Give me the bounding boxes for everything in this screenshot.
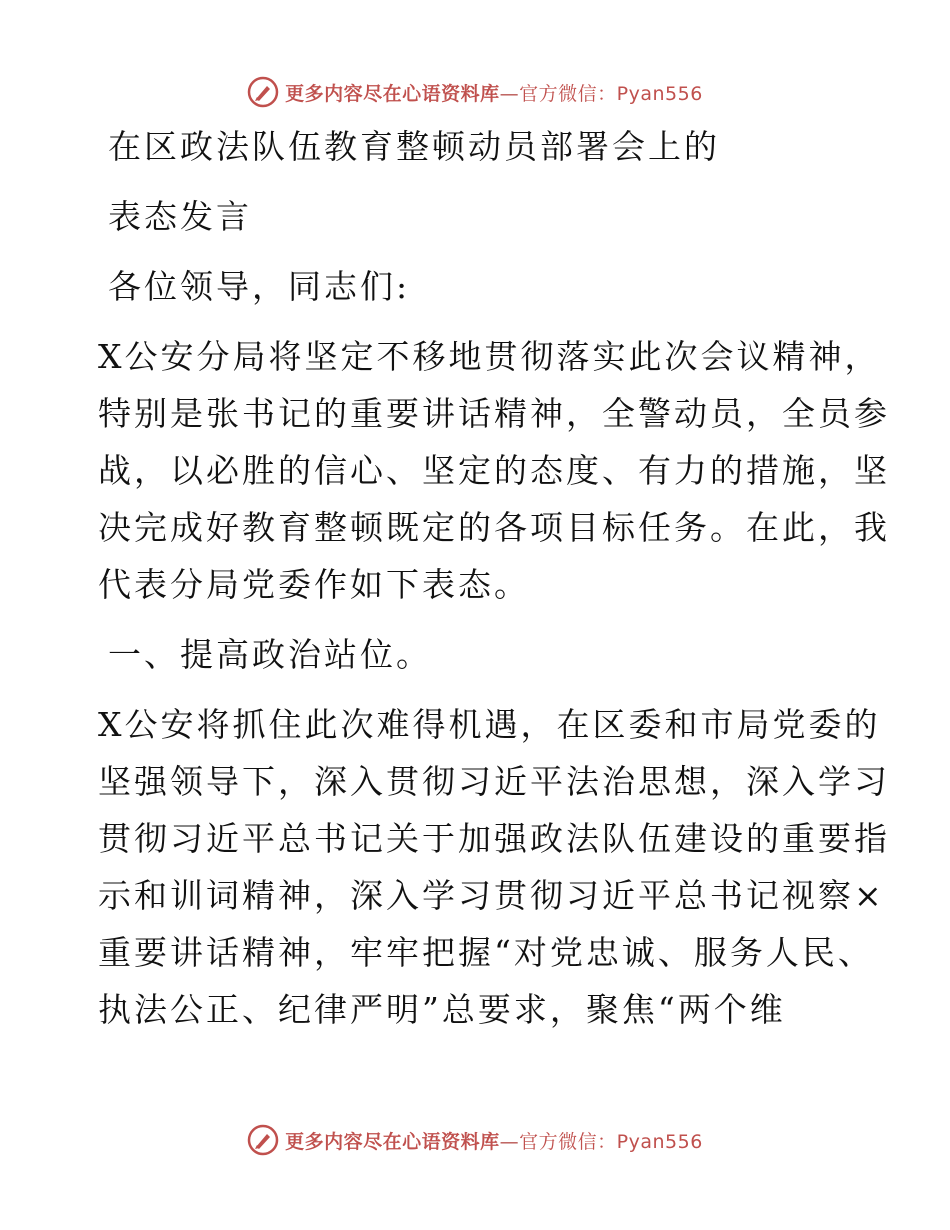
paragraph-line: X公安将抓住此次难得机遇，在区委和市局党委的 — [98, 705, 881, 744]
paragraph-line: 代表分局党委作如下表态。 — [98, 565, 530, 604]
document-body — [98, 118, 890, 1038]
watermark-text: 更多内容尽在心语资料库—官方微信：Pyan556 — [285, 82, 703, 105]
document-title-line-2: 表态发言 — [108, 197, 252, 236]
pen-logo-icon — [247, 76, 279, 108]
paragraph-2 — [98, 696, 890, 1038]
paragraph-line: 战，以必胜的信心、坚定的态度、有力的措施，坚 — [98, 451, 890, 490]
pen-logo-icon — [247, 1124, 279, 1156]
document-title-line-1: 在区政法队伍教育整顿动员部署会上的 — [108, 127, 720, 166]
paragraph-1 — [98, 328, 890, 613]
paragraph-line: 执法公正、纪律严明”总要求，聚焦“两个维 — [98, 990, 786, 1029]
section-heading-1: 一、提高政治站位。 — [108, 635, 432, 674]
watermark-text: 更多内容尽在心语资料库—官方微信：Pyan556 — [285, 1130, 703, 1153]
paragraph-line: 决完成好教育整顿既定的各项目标任务。在此，我 — [98, 508, 890, 547]
header-watermark — [0, 72, 950, 112]
paragraph-line: 坚强领导下，深入贯彻习近平法治思想，深入学习 — [98, 762, 890, 801]
paragraph-line: 特别是张书记的重要讲话精神，全警动员，全员参 — [98, 394, 890, 433]
paragraph-line: X公安分局将坚定不移地贯彻落实此次会议精神， — [98, 337, 881, 376]
footer-watermark — [0, 1120, 950, 1160]
greeting: 各位领导，同志们: — [108, 267, 411, 306]
paragraph-line: 贯彻习近平总书记关于加强政法队伍建设的重要指 — [98, 819, 890, 858]
paragraph-line: 示和训词精神，深入学习贯彻习近平总书记视察× — [98, 876, 885, 915]
paragraph-line: 重要讲话精神，牢牢把握“对党忠诚、服务人民、 — [98, 933, 874, 972]
